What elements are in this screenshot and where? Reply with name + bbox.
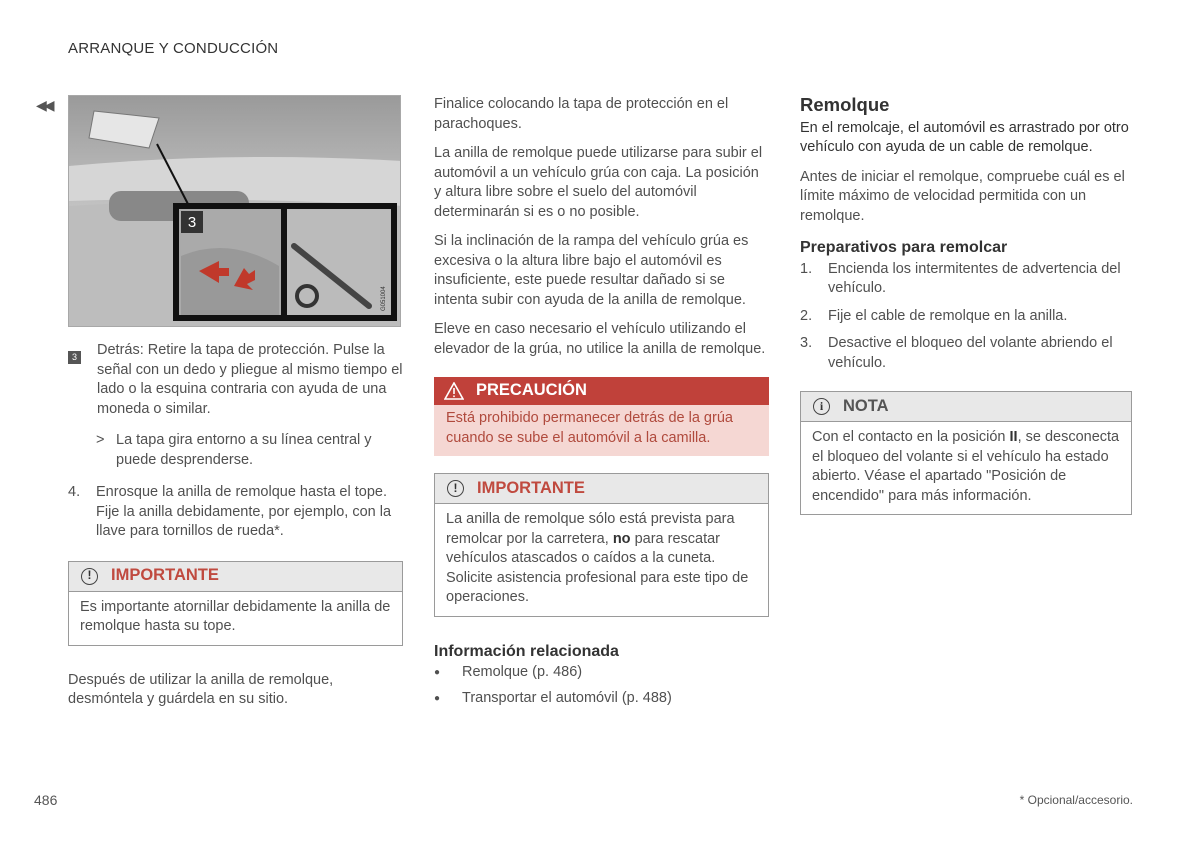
note-box-title: NOTA [843,396,889,415]
step-3-result [96,431,403,470]
info-icon: i [813,398,830,415]
caution-box-title: PRECAUCIÓN [476,381,587,400]
exclamation-icon: ! [447,480,464,497]
figure-step-label: 3 [187,214,197,231]
related-link-remolque[interactable]: Remolque (p. 486) [462,664,583,680]
step-4 [68,483,403,542]
col2-paragraph-1: Finalice colocando la tapa de protección en el parachoques. [434,96,729,132]
important-box-1-header [69,562,402,592]
note-text-a: Con el contacto en la posición [812,429,1006,445]
prep-step-text: Encienda los intermitentes de advertencia del vehículo. [828,260,1121,296]
related-info-title: Información relacionada [434,642,619,660]
note-text-bold: II [1009,429,1018,445]
note-box-text [801,422,1131,514]
section-title: ARRANQUE Y CONDUCCIÓN [68,40,279,57]
column-2 [434,95,769,708]
prep-step-number: 2. [800,307,813,324]
important-box-2-text-b: para rescatar vehículos atascados o caídos a la cuneta. Solicite asistencia profesional para este tipo de operaciones. [446,530,749,605]
important-box-2 [434,473,769,617]
column-1 [68,95,403,720]
lead-paragraph: En el remolcaje, el automóvil es arrastrado por otro vehículo con ayuda de un cable de remolque. [800,119,1129,155]
important-box-2-text-a: La anilla de remolque sólo está prevista para remolcar por la carretera, [446,511,735,547]
col2-paragraph-2: La anilla de remolque puede utilizarse para subir el automóvil a un vehículo grúa con caja. La posición y altura libre sobre el suelo del automóvil determinarán si es o no posible. [434,145,763,220]
prep-step-number: 3. [800,335,813,351]
important-box-1-text: Es importante atornillar debidamente la anilla de remolque hasta su tope. [80,598,391,634]
related-item[interactable] [434,663,769,683]
step-3-result-text: La tapa gira entorno a su línea central y puede desprenderse. [116,432,372,468]
figure-code: G051004 [381,286,387,311]
important-box-1 [68,561,403,646]
prep-step-number: 1. [800,260,813,277]
bumper-illustration [69,96,401,327]
important-box-2-text [435,504,768,616]
bullet-icon: ● [434,667,441,678]
note-box-header [801,392,1131,422]
important-box-2-header [435,474,768,504]
after-use-text: Después de utilizar la anilla de remolque, desmóntela y guárdela en su sitio. [68,671,334,707]
exclamation-icon: ! [81,568,98,585]
col2-paragraph-4: Eleve en caso necesario el vehículo utilizando el elevador de la grúa, no utilice la anilla de remolque. [434,321,766,357]
column-3 [800,95,1132,515]
tow-eye-cover-illustration [68,95,401,327]
note-text-b: , se desconecta el bloqueo del volante si el vehículo ha estado abierto. Véase el apartado "Posición de encendido" para más información. [812,429,1120,504]
important-box-2-bold: no [612,530,631,547]
warning-triangle-icon [444,382,464,400]
important-box-1-title: IMPORTANTE [111,566,219,585]
section-heading-remolque: Remolque [800,94,890,115]
related-link-transportar[interactable]: Transportar el automóvil (p. 488) [462,689,672,706]
preparation-title: Preparativos para remolcar [800,239,1008,256]
caution-box-header [434,377,769,405]
col3-paragraph-1: Antes de iniciar el remolque, compruebe cuál es el límite máximo de velocidad permitida con un remolque. [800,168,1125,224]
prep-step [800,307,1132,327]
caution-box-text: Está prohibido permanecer detrás de la grúa cuando se sube el automóvil a la camilla. [434,405,769,456]
col2-paragraph-3: Si la inclinación de la rampa del vehículo grúa es excesiva o la altura libre bajo el automóvil es insuficiente, este puede resultar dañado si se intenta subir con ayuda de la anilla de remolque. [434,233,749,308]
note-box [800,391,1132,515]
back-chevron-icon[interactable]: ◀◀ [36,97,52,113]
bullet-icon: ● [434,692,441,704]
prep-step [800,260,1132,299]
step-4-text: Enrosque la anilla de remolque hasta el tope. Fije la anilla debidamente, por ejemplo, con la llave para tornillos de rueda*. [96,484,392,539]
prep-step-text: Desactive el bloqueo del volante abriendo el vehículo. [828,335,1113,371]
result-arrow-icon: > [96,432,105,448]
footnote: * Opcional/accesorio. [1019,793,1133,807]
related-item[interactable] [434,689,769,709]
page-number: 486 [34,792,58,808]
important-box-2-title: IMPORTANTE [477,478,585,497]
caution-box [434,377,769,456]
step-3 [68,341,403,419]
step-4-number: 4. [68,484,81,500]
prep-step [800,334,1132,373]
prep-step-text: Fije el cable de remolque en la anilla. [828,307,1068,324]
step-3-text: Detrás: Retire la tapa de protección. Pulse la señal con un dedo y pliegue al mismo tiempo el lado o la esquina contraria con ayuda de una moneda o similar. [97,342,403,417]
step-3-badge: 3 [68,351,81,364]
